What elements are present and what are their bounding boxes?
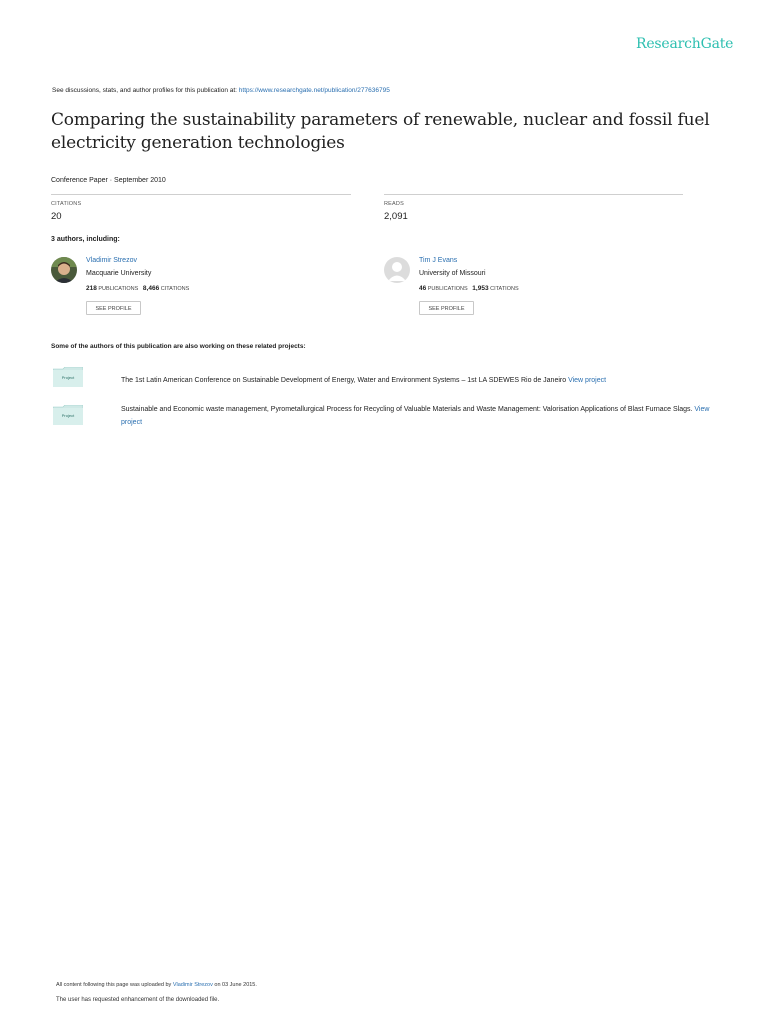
project-folder-icon[interactable]: [53, 367, 83, 392]
citations-label: CITATIONS: [160, 286, 190, 292]
author-institution: University of Missouri: [419, 270, 486, 277]
enhancement-note: The user has requested enhancement of the downloaded file.: [56, 997, 220, 1003]
publications-count: 46: [419, 285, 427, 292]
reads-value: 2,091: [384, 211, 408, 222]
author-photo-icon: [51, 257, 77, 283]
uploader-link[interactable]: Vladimir Strezov: [172, 982, 213, 988]
discussion-prefix: See discussions, stats, and author profiles for this publication at:: [52, 87, 239, 94]
see-profile-button[interactable]: SEE PROFILE: [86, 301, 141, 315]
authors-header: 3 authors, including:: [51, 236, 120, 243]
upload-prefix: All content following this page was uploaded by: [56, 982, 173, 988]
divider: [384, 194, 683, 195]
view-project-link[interactable]: View project: [568, 377, 607, 384]
publications-label: PUBLICATIONS: [98, 286, 139, 292]
author-name-link[interactable]: Tim J Evans: [419, 257, 458, 264]
reads-label: READS: [384, 201, 404, 207]
upload-suffix: on 03 June 2015.: [212, 982, 257, 988]
author-institution: Macquarie University: [86, 270, 152, 277]
publication-type-date: Conference Paper · September 2010: [51, 177, 166, 184]
publication-url-link[interactable]: https://www.researchgate.net/publication/277636795: [238, 87, 390, 94]
default-avatar-icon: [384, 257, 410, 283]
upload-note: [56, 982, 257, 988]
project-item: [121, 374, 721, 387]
divider: [51, 194, 351, 195]
citations-label: CITATIONS: [51, 201, 82, 207]
project-title: Sustainable and Economic waste management, Pyrometallurgical Process for Recycling of Valuable Materials and Waste Management: Valorisation Applications of Blast Furnace Slags.: [121, 406, 695, 413]
project-badge: Project: [61, 375, 75, 380]
author-stats: [86, 285, 189, 292]
view-project-link[interactable]: View project: [121, 406, 710, 426]
discussion-line: [52, 87, 390, 94]
publications-label: PUBLICATIONS: [427, 286, 468, 292]
author-stats: [419, 285, 519, 292]
author-name-link[interactable]: Vladimir Strezov: [86, 257, 137, 264]
projects-header: Some of the authors of this publication are also working on these related projects:: [51, 343, 306, 350]
publication-title: Comparing the sustainability parameters of renewable, nuclear and fossil fuel electricity generation technologies: [51, 110, 710, 153]
author-avatar[interactable]: [384, 257, 410, 283]
citations-value: 20: [51, 211, 62, 222]
project-badge: Project: [61, 413, 75, 418]
author-avatar[interactable]: [51, 257, 77, 283]
citations-label: CITATIONS: [490, 286, 519, 292]
see-profile-button[interactable]: SEE PROFILE: [419, 301, 474, 315]
researchgate-logo[interactable]: ResearchGate: [636, 36, 734, 52]
publications-count: 218: [86, 285, 97, 292]
citations-count: 8,466: [142, 285, 160, 292]
project-item: [121, 403, 711, 429]
project-folder-icon[interactable]: [53, 405, 83, 430]
citations-count: 1,953: [472, 285, 489, 292]
project-title: The 1st Latin American Conference on Sustainable Development of Energy, Water and Environment Systems – 1st LA SDEWES Rio de Janeiro: [121, 377, 569, 384]
